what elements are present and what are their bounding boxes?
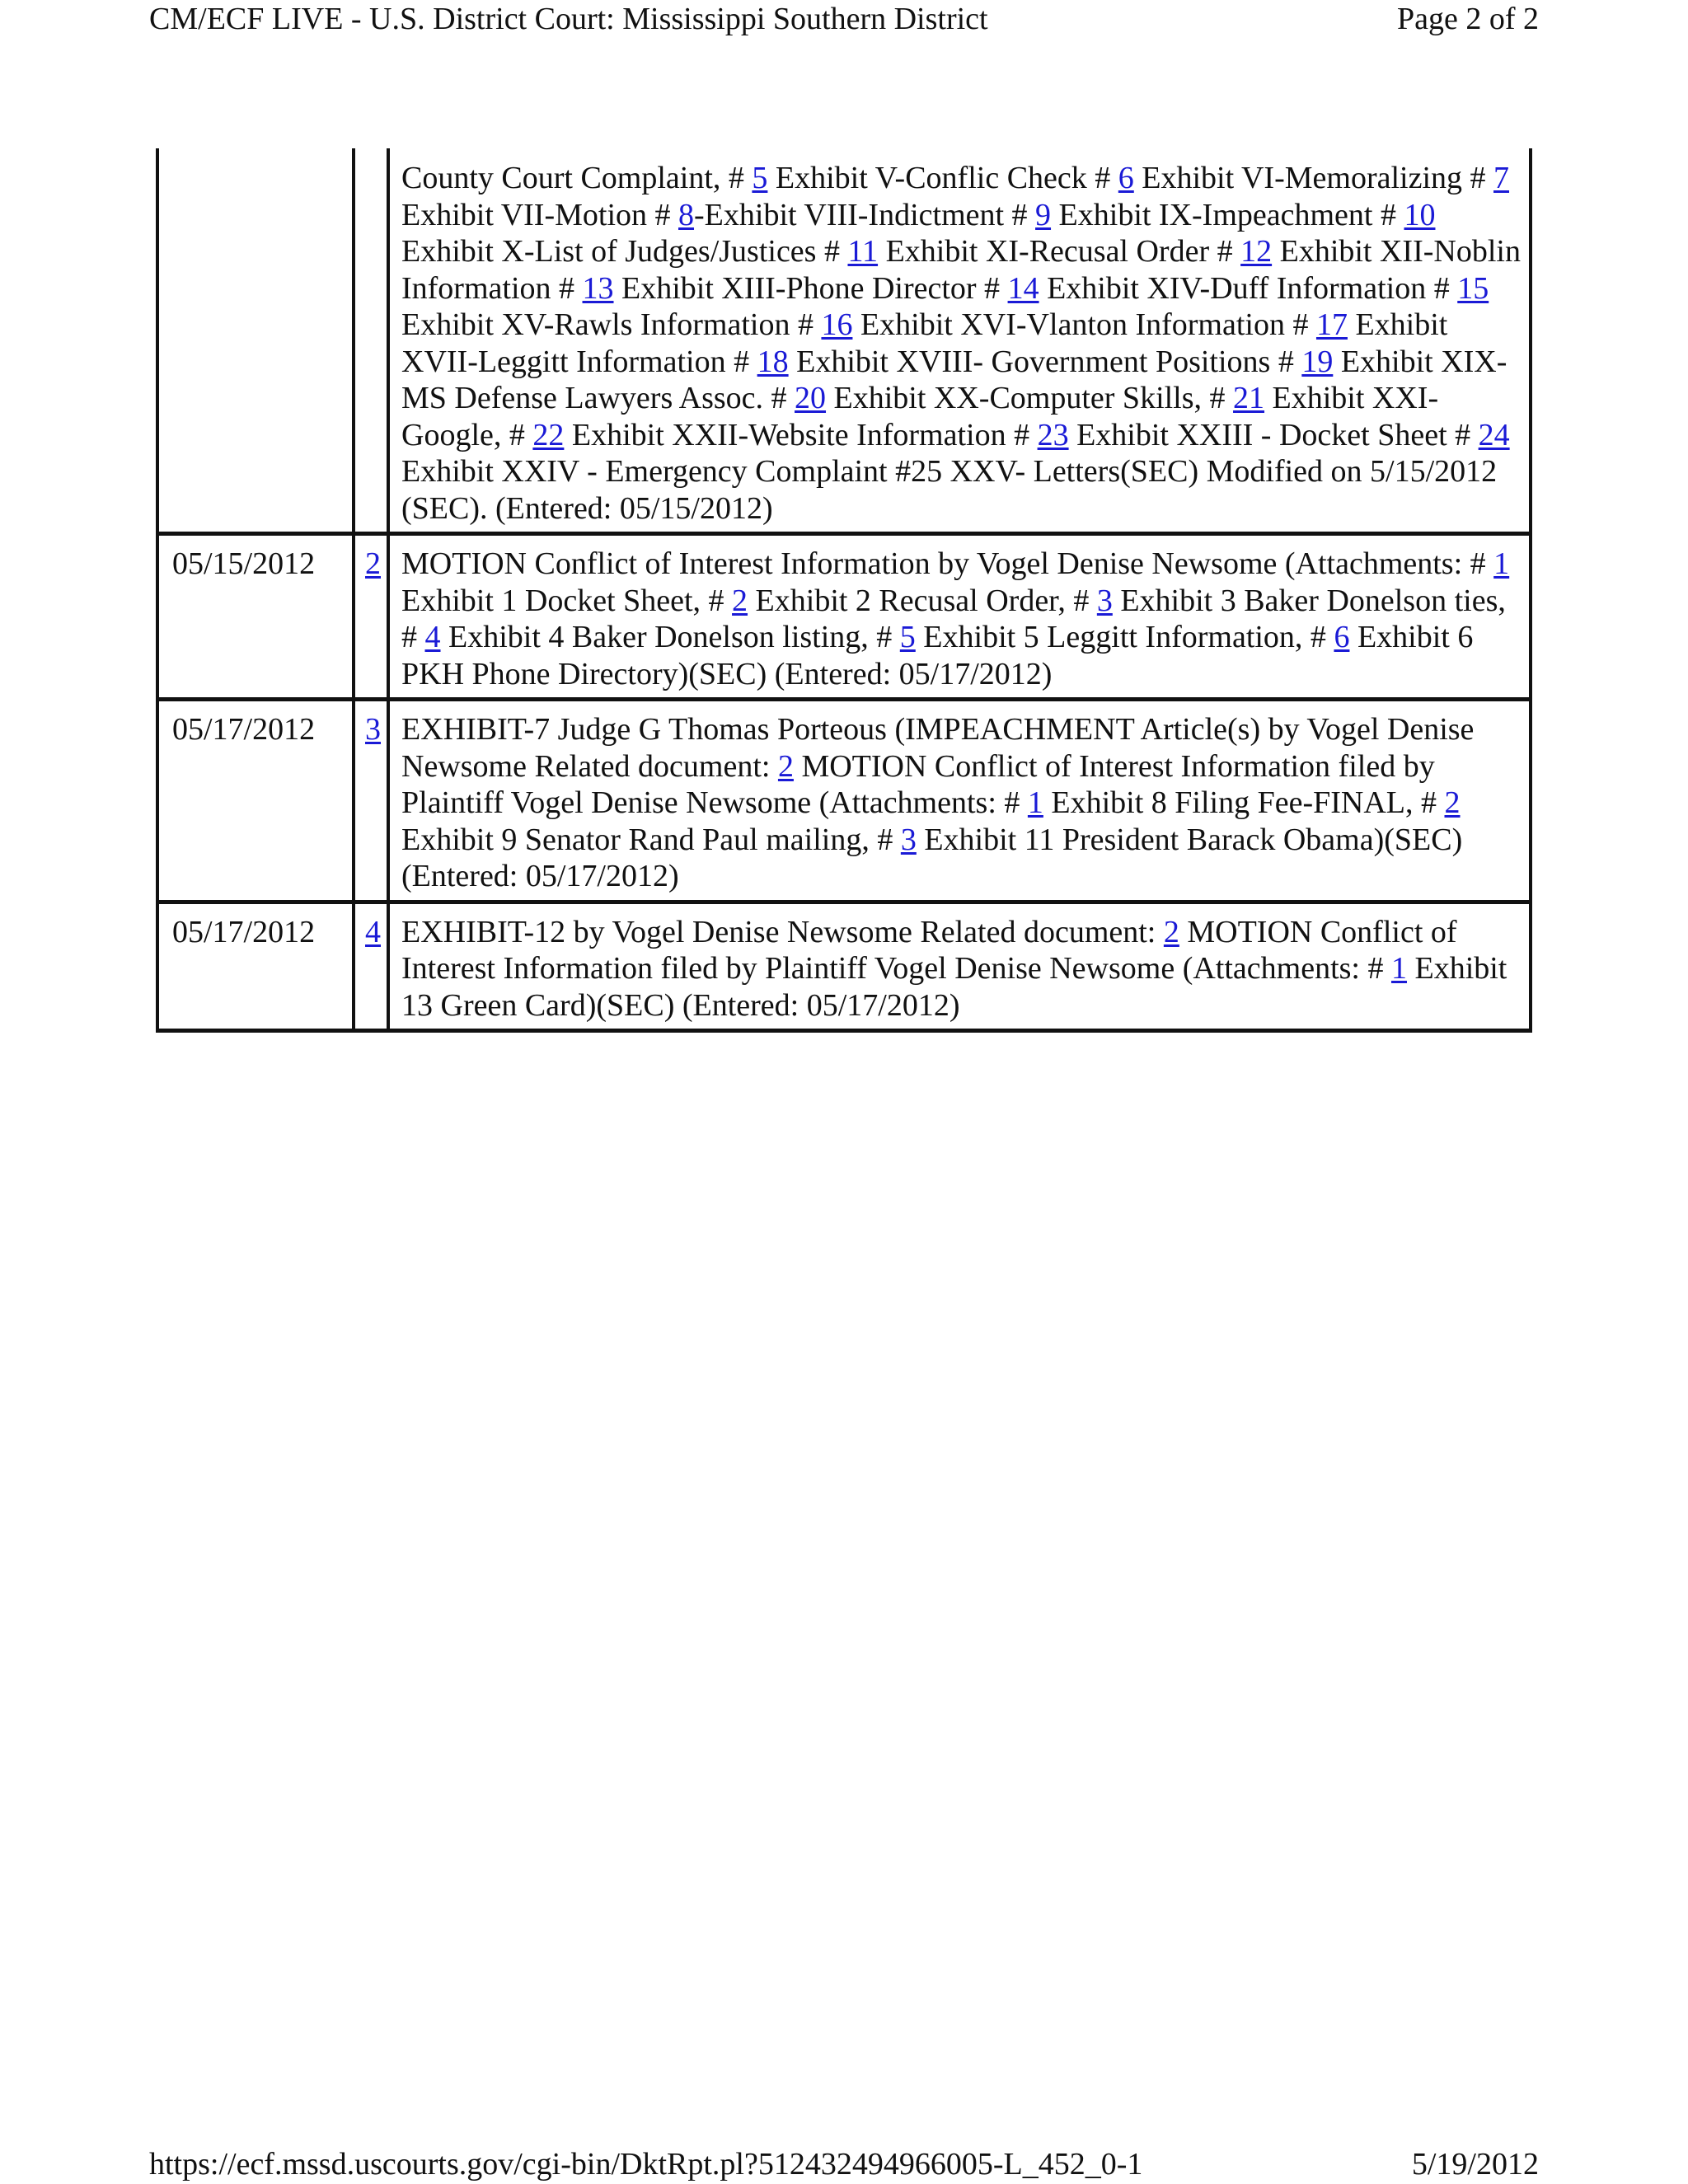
docket-number-link[interactable]: 4	[365, 914, 381, 949]
docket-text-segment: Exhibit XVIII- Government Positions #	[788, 344, 1302, 379]
docket-text-segment: Exhibit XI-Recusal Order #	[878, 234, 1241, 269]
docket-text	[388, 700, 1531, 902]
attachment-link[interactable]: 2	[1163, 914, 1179, 949]
docket-text	[388, 148, 1531, 534]
docket-text-segment: Exhibit 2 Recusal Order, #	[748, 583, 1097, 618]
attachment-link[interactable]: 16	[821, 307, 853, 342]
docket-table	[156, 148, 1532, 1033]
docket-text-segment: Exhibit 11 President Barack Obama)(SEC) (Entered: 05/17/2012)	[401, 822, 1463, 893]
docket-date: 05/17/2012	[157, 902, 354, 1031]
docket-text-segment: MOTION Conflict of Interest Information filed by Plaintiff Vogel Denise Newsome (Attachments: #	[401, 914, 1457, 986]
docket-text-segment: Exhibit XIII-Phone Director #	[613, 270, 1008, 306]
docket-row	[157, 148, 1531, 534]
docket-text-segment: -Exhibit VIII-Indictment #	[694, 197, 1036, 232]
docket-text-segment: Exhibit XXIV - Emergency Complaint #25 XXV- Letters(SEC) Modified on 5/15/2012 (SEC). (Entered: 05/15/2012)	[401, 454, 1498, 526]
docket-text-segment: Exhibit VI-Memoralizing #	[1133, 161, 1494, 195]
docket-text-segment: Exhibit XVII-Leggitt Information #	[401, 307, 1448, 379]
docket-row	[157, 902, 1531, 1031]
attachment-link[interactable]: 2	[777, 748, 794, 784]
docket-date	[157, 148, 354, 534]
attachment-link[interactable]: 8	[678, 197, 695, 232]
docket-text-segment: Exhibit XII-Noblin Information #	[401, 234, 1521, 306]
attachment-link[interactable]: 3	[1096, 583, 1113, 618]
docket-number-cell	[354, 534, 388, 700]
attachment-link[interactable]: 3	[900, 822, 917, 857]
docket-text-segment: Exhibit XX-Computer Skills, #	[826, 381, 1234, 415]
attachment-link[interactable]: 7	[1493, 161, 1510, 195]
docket-text-segment: County Court Complaint, #	[401, 161, 753, 195]
attachment-link[interactable]: 18	[757, 344, 789, 379]
docket-row	[157, 700, 1531, 902]
attachment-link[interactable]: 1	[1390, 951, 1407, 986]
attachment-link[interactable]: 5	[752, 161, 768, 195]
attachment-link[interactable]: 9	[1035, 197, 1052, 232]
docket-text-segment: Exhibit 6 PKH Phone Directory)(SEC) (Entered: 05/17/2012)	[401, 620, 1474, 691]
attachment-link[interactable]: 11	[847, 234, 879, 269]
attachment-link[interactable]: 19	[1301, 344, 1334, 379]
docket-text-segment: Exhibit XXII-Website Information #	[564, 417, 1038, 452]
docket-text-segment: Exhibit 5 Leggitt Information, #	[915, 620, 1334, 654]
docket-text-segment: Exhibit 4 Baker Donelson listing, #	[440, 620, 900, 654]
docket-text-segment: Exhibit XV-Rawls Information #	[401, 307, 822, 342]
docket-text	[388, 902, 1531, 1031]
docket-number-cell	[354, 902, 388, 1031]
docket-date: 05/15/2012	[157, 534, 354, 700]
attachment-link[interactable]: 15	[1457, 270, 1489, 306]
attachment-link[interactable]: 2	[1444, 785, 1461, 820]
docket-text	[388, 534, 1531, 700]
attachment-link[interactable]: 23	[1037, 417, 1069, 452]
docket-text-segment: MOTION Conflict of Interest Information filed by Plaintiff Vogel Denise Newsome (Attachments: #	[401, 748, 1435, 820]
docket-text-segment: Exhibit IX-Impeachment #	[1051, 197, 1404, 232]
attachment-link[interactable]: 12	[1240, 234, 1273, 269]
print-date: 5/19/2012	[1411, 2147, 1539, 2182]
docket-row	[157, 534, 1531, 700]
docket-number-link[interactable]: 3	[365, 712, 381, 747]
docket-date: 05/17/2012	[157, 700, 354, 902]
docket-text-segment: Exhibit XIV-Duff Information #	[1039, 270, 1458, 306]
docket-text-segment: Exhibit XIX-MS Defense Lawyers Assoc. #	[401, 344, 1507, 415]
attachment-link[interactable]: 22	[532, 417, 565, 452]
docket-number-cell	[354, 700, 388, 902]
page-header-title: CM/ECF LIVE - U.S. District Court: Mississippi Southern District	[149, 2, 988, 36]
docket-text-segment: Exhibit X-List of Judges/Justices #	[401, 234, 848, 269]
attachment-link[interactable]: 24	[1478, 417, 1510, 452]
docket-text-segment: Exhibit 9 Senator Rand Paul mailing, #	[401, 822, 901, 857]
docket-text-segment: Exhibit 13 Green Card)(SEC) (Entered: 05/17/2012)	[401, 951, 1507, 1023]
docket-text-segment: Exhibit 3 Baker Donelson ties, #	[401, 583, 1506, 654]
attachment-link[interactable]: 1	[1027, 785, 1043, 820]
attachment-link[interactable]: 1	[1493, 546, 1510, 581]
attachment-link[interactable]: 21	[1233, 381, 1265, 415]
page-number: Page 2 of 2	[1396, 2, 1539, 36]
docket-text-segment: Exhibit XVI-Vlanton Information #	[852, 307, 1316, 342]
attachment-link[interactable]: 4	[424, 620, 441, 654]
docket-text-segment: EXHIBIT-12 by Vogel Denise Newsome Related document:	[401, 914, 1164, 949]
docket-text-segment: MOTION Conflict of Interest Information by Vogel Denise Newsome (Attachments: #	[401, 546, 1494, 581]
docket-text-segment: Exhibit 1 Docket Sheet, #	[401, 583, 733, 618]
docket-body	[157, 148, 1531, 1031]
docket-number-link[interactable]: 2	[365, 546, 381, 581]
attachment-link[interactable]: 2	[732, 583, 748, 618]
page-url: https://ecf.mssd.uscourts.gov/cgi-bin/DktRpt.pl?512432494966005-L_452_0-1	[149, 2147, 1143, 2182]
docket-number-cell	[354, 148, 388, 534]
attachment-link[interactable]: 5	[899, 620, 916, 654]
docket-text-segment: Exhibit XXI- Google, #	[401, 381, 1439, 452]
attachment-link[interactable]: 14	[1007, 270, 1039, 306]
docket-text-segment: Exhibit 8 Filing Fee-FINAL, #	[1043, 785, 1445, 820]
attachment-link[interactable]: 17	[1315, 307, 1348, 342]
attachment-link[interactable]: 6	[1334, 620, 1350, 654]
docket-text-segment: Exhibit V-Conflic Check #	[767, 161, 1118, 195]
attachment-link[interactable]: 10	[1404, 197, 1436, 232]
docket-text-segment: EXHIBIT-7 Judge G Thomas Porteous (IMPEACHMENT Article(s) by Vogel Denise Newsome Related document:	[401, 712, 1475, 784]
attachment-link[interactable]: 13	[582, 270, 614, 306]
attachment-link[interactable]: 6	[1118, 161, 1134, 195]
attachment-link[interactable]: 20	[795, 381, 827, 415]
docket-text-segment: Exhibit XXIII - Docket Sheet #	[1068, 417, 1479, 452]
docket-text-segment: Exhibit VII-Motion #	[401, 197, 679, 232]
